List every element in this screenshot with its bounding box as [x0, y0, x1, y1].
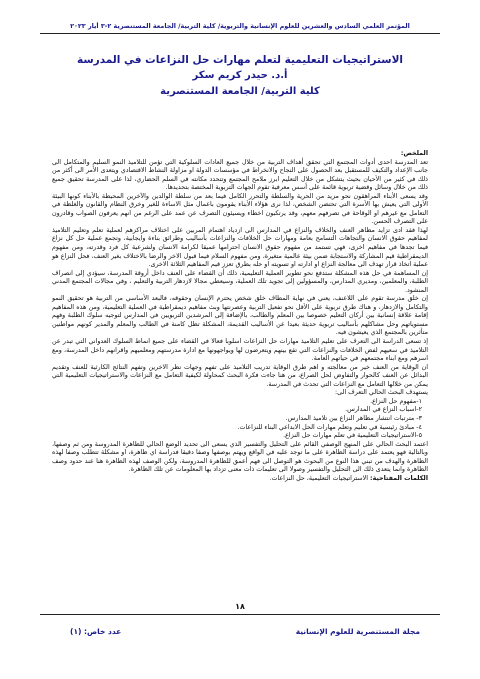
objective-item: ٥-الاستراتيجيات التعليمية في تعلم مهارات حل النزاع.: [283, 432, 422, 440]
abstract-heading: الملخص:: [400, 150, 428, 157]
abstract-paragraph: إن المساهمة في حل هذه المشكلة ستدفع نحو تطوير العملية التعليمية، ذلك أن القضاء على العنف داخل أروقة المدرسة، سيؤدي إلى انصراف الطلبة، والمعلمين، ومديري المدارس، والمسؤولين إلى تجويد تلك العملية، وسيعطي مجالا لازدهار التربية والتعليم ، وفي مجالات المجتمع المدني المنشود.: [52, 269, 428, 294]
page-number: ١٨: [235, 602, 245, 611]
abstract-paragraph: وقد يسعى الأبناء المراهقون نحو مزيد من الحرية والسلطة والتحرر الكامل فيما بعد من سلطة الوالدين والآخرين المحيطة بالأبناء كونها البيئة الأولى التي يعيش بها الأسرة التي تحتضن الشخص، لذا نرى هؤلاء الأبناء يقومون باعمال مثل الاساءة للغير وخرق النظام والقانون والغلظة في التعامل مع غيرهم او الوقاحة في تصرفهم معهم، وقد يرتكبون اخطاء ويسيئون التصرف عن عمد على الرغم من انهم يعرفون الصواب وقادرون على التصرف الحسن.: [52, 192, 428, 226]
keywords-value: الاستراتيجيات التعليمية، حل النزاعات.: [269, 474, 369, 482]
abstract-paragraph: ان الوقاية من العنف خير من معالجته و اهم طرق الوقاية تدريب التلاميذ على تفهم وجهات نظر الاخرين وتفهم النتائج الكارثية للعنف وتقديم البدائل عن العنف كالحوار والتفاوض لحل الصراع، من هنا جاءت فكرة البحث كمحاولة لكيفية التعامل مع النزاعات والاستراتيجيات التعليمية التي يمكن من خلالها التعامل مع النزاعات التي تحدث في المدرسة.: [52, 363, 428, 388]
author-affiliation: كلية التربية/ الجامعة المستنصرية: [160, 86, 320, 97]
objectives-intro: يستهدف البحث الحالي التعرف الى:: [335, 389, 428, 397]
abstract-section: [52, 150, 428, 483]
method-paragraph: اعتمد البحث الحالي على المنهج الوصفي القائم على التحليل والتفسير الذي يسعى الى تحديد الوضع الحالي للظاهرة المدروسة ومن ثم وصفها، وبالتالية فهو يعتمد على دراسة الظاهرة على ما توجد عليه في الواقع ويهتم بوصفها وصفا دقيقا فدراسة اي ظاهرة، او مشكلة تتطلب وصفا لهذه الظاهرة والهدف من تبني هذا النوع من البحوث هو التوصل الى فهم أعمق للظاهرة المدروسة، ولكن الوصف لهذه الظاهرة هنا عند حدود وصف الظاهرة وانما يتعدى ذلك الى التحليل والتفسير وصولا الى تعليمات ذات معنى تزداد بها المعلومات عن تلك الظاهرة.: [52, 440, 428, 474]
keywords-line: [52, 475, 428, 484]
footer-issue-number: عدد خاص: (١): [70, 627, 122, 636]
footer-divider: [40, 614, 440, 615]
objective-item: ١-مفهوم حل النزاع.: [370, 397, 422, 405]
objective-item: ٣- مترتبات انتشار مظاهر النزاع بين تلاميذ المدارس.: [285, 414, 422, 422]
running-header: المؤتمر العلمي السادس والعشرين للعلوم الإنسانية والتربوية/ كلية التربية/ الجامعة المستنصرية ٢-٣ أيار ٢٠٢٣: [40, 22, 440, 34]
keywords-label: الكلمات المفتاحية:: [370, 474, 428, 482]
abstract-paragraph: إن خلق مدرسة تقوم على اللاعنف، يعني في نهاية المطاف خلق شخص يحترم الإنسان وحقوقه، فالبعد الأساسي من التربية هو تحقيق النمو والتكامل والازدهار، و هناك طرق تربوية على الأقل نحو تفعيل التربية وعصرنتها وبث مفاهيم ديمقراطية في العملية التعليمية، ومن هذه المفاهيم إقامة علاقة إنسانية بين أركان التعليم خصوصا بين المعلم والطالب، بالإضافة إلى المرشدين التربويين في المدارس لتوجيه سلوك الطلبة وفهم مستوياتهم وحل مشاكلهم بأساليب تربوية حديثة بعيدا عن الأساليب القديمة، المشكلة تظل كامنة في الطالب والمعلم والمدير كونهم مواطنين متأثرين بالمجتمع الذي يعيشون فيه.: [52, 295, 428, 337]
footer-journal-name: مجلة المستنصرية للعلوم الإنسانية: [295, 627, 420, 636]
title-block: [40, 52, 440, 100]
paper-title: الاستراتيجيات التعليمية لتعلم مهارات حل النزاعات في المدرسة: [76, 54, 404, 66]
objective-item: ٢-اسباب النزاع في المدارس.: [345, 406, 422, 414]
abstract-paragraph: تعد المدرسة احدى أدوات المجتمع التي تحقق أهداف التربية من خلال جميع العادات السلوكية التي تؤمن للتلاميذ النمو السليم والمتكامل الى جانب الإعداد والتكيف للمستقبل بعد الحصول على النجاح والانخراط في مؤسسات الدولة او مزاولة النشاط الاقتصادي ويتعدى الأمر الى أكثر من ذلك في كثير من الأحيان بحيث يتشكل من خلال التعليم ابرز ملامح المجتمع وتتحدد مكانته في السلم الحضاري، لذا على المدرسة تحقيق جميع ذلك من خلال وسائل وقضية تربوية قائمة على أسس معرفية تقوم الجهات التربوية المختصة بتحديدها.: [52, 158, 428, 192]
abstract-paragraph: إذ تسعى الدراسة الى التعرف على تعليم التلاميذ مهارات حل النزاعات اسلوبا فعالا في القضاء على جميع انماط السلوك العدواني التي تبدر عن التلاميذ في سعيهم لفض الخلافات والنزاعات التي تقع بينهم ويتعرضون لها ويواجهونها مع ادارة مدرستهم ومعلميهم واقرانهم داخل المدرسة، ومع اسرهم ومع ابناء مجتمعهم في حياتهم العامة.: [52, 338, 428, 363]
abstract-paragraph: لهذا فقد ادى تزايد مظاهر العنف والخلاف والنزاع في المدارس الى ازدياد اهتمام المربين على اختلاف مراكزهم لعملية تعلم وتعليم التلاميذ لمفاهيم حقوق الانسان والتجاهات التسامح بعامة ومهارات حل الخلافات والنزاعات بأساليب وطرائق بناءة وايجابية، وتجمع عملية حل كل نزاع فيما تجدها في مفاهيم اخرى، فهي تستمد من مفهوم حقوق الانسان احترامها عميقا لكرامة الانسان ولشرعية كل فرد وقدرته، ومن مفهوم الديمقراطية قيم المشاركة والاستجابة ضمن بيئة عالمية متغيرة، ومن مفهوم السلام فيما قبول الاخر والرضا بالاختلاف بغير العنف، فحل النزاع هو عملية اتخاذ قرار تهدف الى معالجة النزاع او ادارته او تسويته او حله بطرق تعزز قيم المفاهيم الثلاثة الاخرى.: [52, 226, 428, 269]
objective-item: ٤- مبادئ رئيسية في تعليم وتعلم مهارات الحل الابداعي البناء للنزاعات.: [237, 423, 422, 431]
author-name: أ.د. حيدر كريم سكر: [192, 70, 288, 81]
